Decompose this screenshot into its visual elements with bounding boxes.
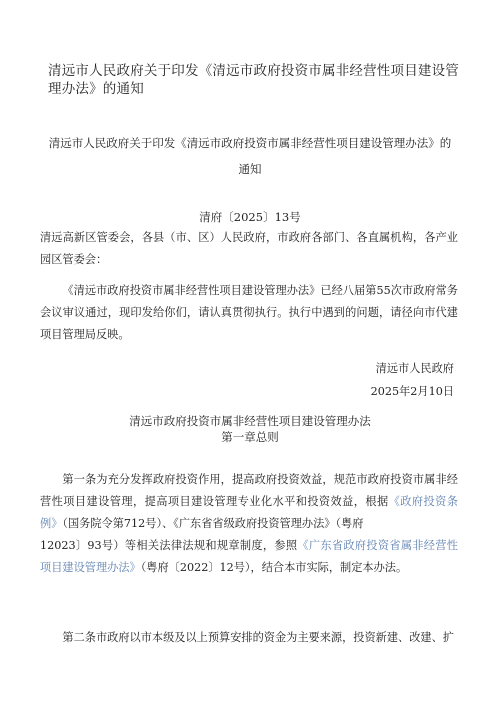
measure-title: 清远市政府投资市属非经营性项目建设管理办法	[129, 414, 371, 428]
article-1-text-a: 第一条为充分发挥政府投资作用，提高政府投资效益，规范市政府投资市属非经营性项目建设管理，提高项目建设管理专业化水平和投资效益，根据	[40, 473, 458, 508]
document-title: 清远市人民政府关于印发《清远市政府投资市属非经营性项目建设管理办法》的通知	[48, 63, 459, 97]
article-1-text-d: （粤府〔2022〕12号），结合本市实际，制定本办法。	[140, 561, 408, 574]
article-2-paragraph: 第二条市政府以市本级及以上预算安排的资金为主要来源，投资新建、改建、扩	[62, 631, 454, 644]
notice-title-line-1: 清远市人民政府关于印发《清远市政府投资市属非经营性项目建设管理办法》的	[48, 136, 452, 150]
issuer-name: 清远市人民政府	[375, 362, 454, 375]
article-1-text-b: （国务院令第712号）、《广东省省级政府投资管理办法》（粤府	[62, 517, 364, 530]
regulation-link-2[interactable]: 《广东省政府投资省属非经营性项目建设管理办法》	[40, 539, 458, 574]
notice-body-paragraph: 《清远市政府投资市属非经营性项目建设管理办法》已经八届第55次市政府常务会议审议通过，现印发给你们，请认真贯彻执行。执行中遇到的问题，请径向市代建项目管理局反映。	[40, 284, 458, 341]
article-1-text-c: 12023〕93号）等相关法律法规和规章制度，参照	[40, 539, 298, 552]
issue-date: 2025年2月10日	[370, 385, 454, 398]
article-1-paragraph	[40, 469, 458, 579]
notice-title-line-2: 通知	[238, 162, 262, 176]
chapter-title: 第一章总则	[221, 430, 279, 444]
document-number: 清府〔2025〕13号	[199, 210, 301, 224]
regulation-link-1[interactable]: 《政府投资条例》	[40, 495, 458, 530]
recipients-paragraph: 清远高新区管委会，各县（市、区）人民政府，市政府各部门、各直属机构，各产业园区管委会：	[40, 231, 458, 266]
